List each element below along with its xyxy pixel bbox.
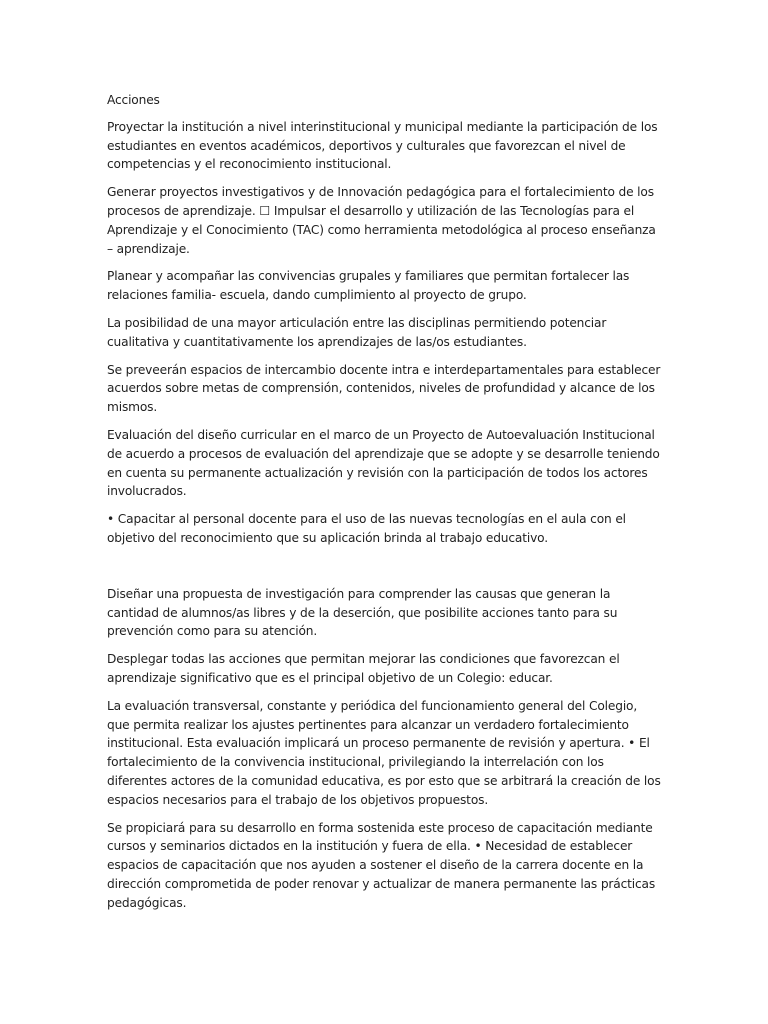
paragraph-research-projects: Generar proyectos investigativos y de Innovación pedagógica para el fortalecimiento de los procesos de aprendizaje. ☐ Impulsar el desarrollo y utilización de las Tecnologías para el Aprendizaje y el Conocimiento (TAC) como herramienta metodológica al proceso enseñanza – aprendizaje. (107, 185, 656, 256)
paragraph-learning-conditions: Desplegar todas las acciones que permitan mejorar las condiciones que favorezcan el aprendizaje significativo que es el principal objetivo de un Colegio: educar. (107, 652, 620, 685)
paragraph-transversal-evaluation: La evaluación transversal, constante y periódica del funcionamiento general del Colegio, que permita realizar los ajustes pertinentes para alcanzar un verdadero fortalecimiento institucional. Esta evaluación implicará un proceso permanente de revisión y apertura. • El fortalecimiento de la convivencia institucional, privilegiando la interrelación con los diferentes actores de la comunidad educativa, es por esto que se arbitrará la creación de los espacios necesarios para el trabajo de los objetivos propuestos. (107, 698, 661, 807)
paragraph-articulation: La posibilidad de una mayor articulación entre las disciplinas permitiendo potenciar cualitativa y cuantitativamente los aprendizajes de las/os estudiantes. (107, 315, 607, 349)
paragraph-convivencias: Planear y acompañar las convivencias grupales y familiares que permitan fortalecer las relaciones familia- escuela, dando cumplimiento al proyecto de grupo. (107, 269, 630, 303)
paragraph-teacher-training: • Capacitar al personal docente para el uso de las nuevas tecnologías en el aula con el objetivo del reconocimiento que su aplicación brinda al trabajo educativo. (107, 512, 626, 545)
paragraph-curriculum-evaluation: Evaluación del diseño curricular en el marco de un Proyecto de Autoevaluación Institucional de acuerdo a procesos de evaluación del aprendizaje que se adopte y se desarrolle teniendo en cuenta su permanente actualización y revisión con la participación de todos los actores involucrados. (107, 427, 660, 499)
paragraph-exchange-spaces: Se preveerán espacios de intercambio docente intra e interdepartamentales para establecer acuerdos sobre metas de comprensión, contenidos, niveles de profundidad y alcance de los mismos. (107, 362, 661, 415)
section-gap (107, 557, 663, 585)
paragraph-dropout-research: Diseñar una propuesta de investigación para comprender las causas que generan la cantidad de alumnos/as libres y de la deserción, que posibilite acciones tanto para su prevención como para su atención. (107, 586, 618, 639)
section-heading: Acciones (107, 93, 160, 107)
paragraph-training-process: Se propiciará para su desarrollo en forma sostenida este proceso de capacitación mediante cursos y seminarios dictados en la institución y fuera de ella. • Necesidad de establecer espacios de capacitación que nos ayuden a sostener el diseño de la carrera docente en la dirección comprometida de poder renovar y actualizar de manera permanente las prácticas pedagógicas. (107, 820, 656, 910)
document-body (107, 91, 663, 921)
paragraph-projection: Proyectar la institución a nivel interinstitucional y municipal mediante la participación de los estudiantes en eventos académicos, deportivos y culturales que favorezcan el nivel de competencias y el reconocimiento institucional. (107, 119, 658, 172)
